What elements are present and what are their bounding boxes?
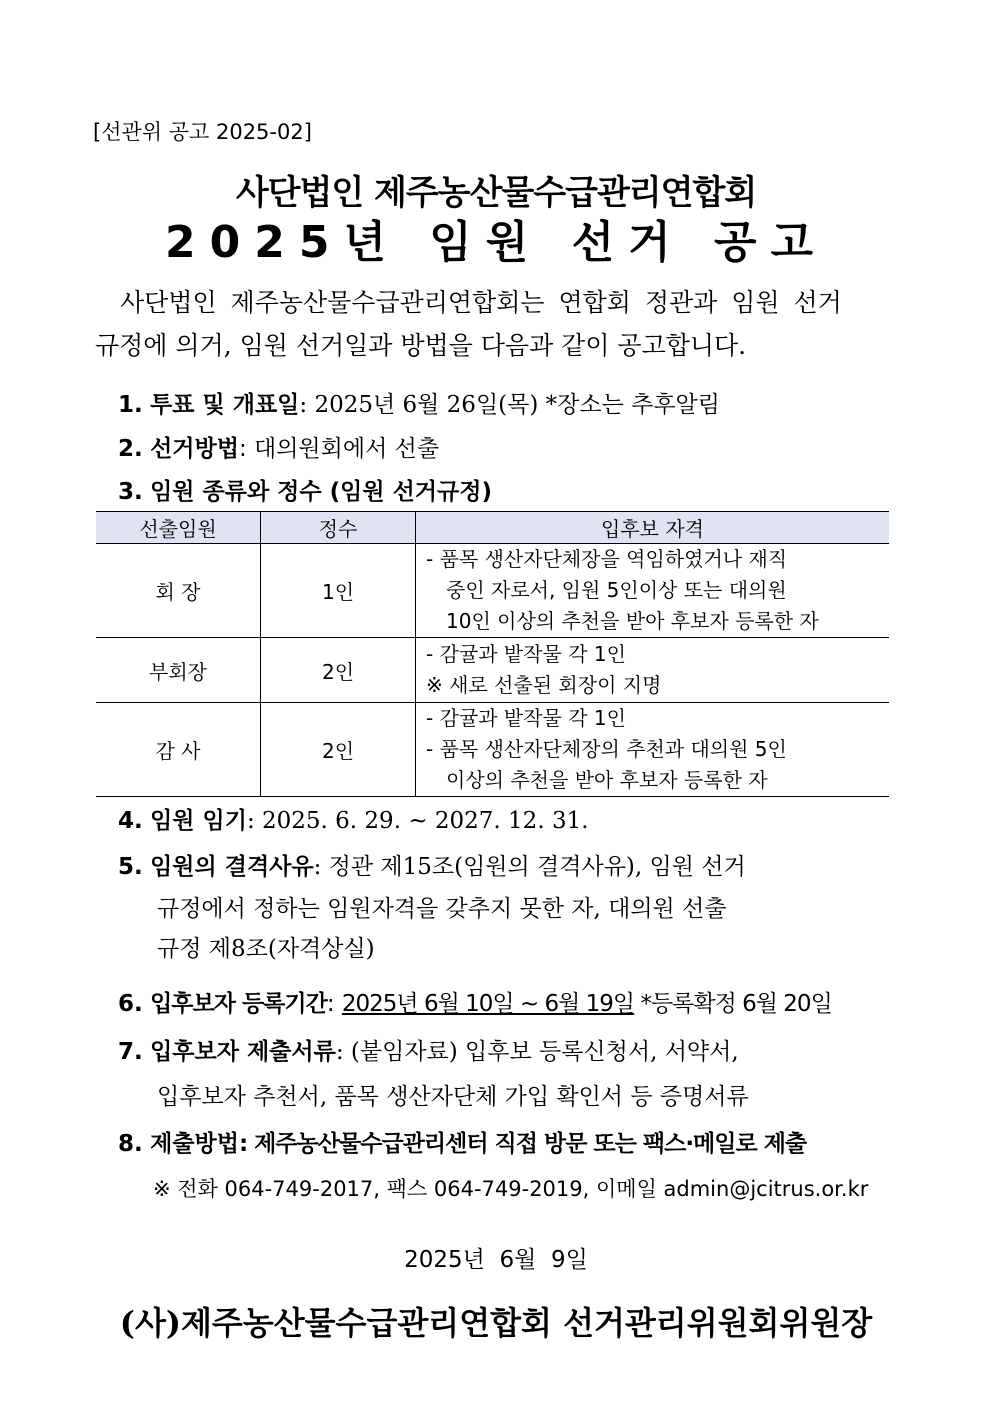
table-header: 선출임원: [96, 512, 261, 544]
item-label: 임원 임기: [150, 808, 247, 834]
intro-line-2: 규정에 의거, 임원 선거일과 방법을 다음과 같이 공고합니다.: [95, 331, 747, 360]
item-text: : 대의원회에서 선출: [238, 436, 440, 462]
qualification-line: - 품목 생산자단체장을 역임하였거나 재직: [426, 547, 788, 571]
item-number: 4.: [118, 808, 143, 834]
item-text: : 정관 제15조(임원의 결격사유), 임원 선거: [313, 854, 746, 880]
table-header: 입후보 자격: [416, 512, 890, 544]
table-row: [96, 638, 889, 703]
registration-confirm: *등록확정 6월 20일: [634, 991, 832, 1017]
count-cell: 2인: [261, 703, 416, 797]
role-cell: 부회장: [96, 638, 261, 703]
item-label: 제출방법: [150, 1131, 239, 1157]
qualification-line: - 품목 생산자단체장의 추천과 대의원 5인: [426, 737, 787, 761]
item-voting-date: [118, 386, 720, 419]
item-election-method: [118, 430, 439, 463]
qualification-cell: [416, 638, 890, 703]
item-label: 임원의 결격사유: [150, 854, 314, 880]
item-label: 투표 및 개표일: [150, 392, 300, 418]
qualification-cell: [416, 703, 890, 797]
intro-line-1: 사단법인 제주농산물수급관리연합회는 연합회 정관과 임원 선거: [120, 288, 842, 317]
item-text: : 2025년 6월 26일(목) *장소는 추후알림: [299, 392, 720, 418]
item-label: 입후보자 제출서류: [150, 1039, 336, 1065]
table-header: 정수: [261, 512, 416, 544]
table-row: [96, 703, 889, 797]
count-cell: 1인: [261, 544, 416, 638]
item-label: 입후보자 등록기간: [150, 991, 327, 1017]
qualification-line: 중인 자로서, 임원 5인이상 또는 대의원: [446, 578, 787, 602]
officer-table: [96, 511, 889, 797]
item-label: 선거방법: [150, 436, 239, 462]
item-text: : 제주농산물수급관리센터 직접 방문 또는 팩스·메일로 제출: [238, 1131, 807, 1157]
signer: (사)제주농산물수급관리연합회 선거관리위원회위원장: [119, 1304, 873, 1342]
item-text: : 2025. 6. 29. ~ 2027. 12. 31.: [246, 808, 589, 834]
role-cell: 회 장: [96, 544, 261, 638]
item-number: 7.: [118, 1039, 143, 1065]
item-number: 3.: [118, 479, 143, 505]
qualification-line: ※ 새로 선출된 회장이 지명: [426, 673, 662, 697]
contact-info: ※ 전화 064-749-2017, 팩스 064-749-2019, 이메일 admin@jcitrus.or.kr: [153, 1177, 869, 1201]
role-cell: 감 사: [96, 703, 261, 797]
item-registration-period: [118, 985, 832, 1018]
announcement-date: 2025년 6월 9일: [404, 1247, 588, 1273]
item-text: :: [326, 991, 342, 1017]
qualification-line: - 감귤과 밭작물 각 1인: [426, 706, 626, 730]
title-announcement: 2025년 임원 선거 공고: [165, 217, 827, 268]
notice-number: [선관위 공고 2025-02]: [93, 120, 312, 144]
item-officer-types: [118, 473, 492, 506]
item-continuation: 입후보자 추천서, 품목 생산자단체 가입 확인서 등 증명서류: [157, 1084, 749, 1110]
item-submission-method: [118, 1125, 806, 1158]
item-continuation: 규정 제8조(자격상실): [157, 936, 375, 962]
item-continuation: 규정에서 정하는 임원자격을 갖추지 못한 자, 대의원 선출: [157, 896, 727, 922]
item-number: 5.: [118, 854, 143, 880]
table-row: [96, 544, 889, 638]
item-number: 6.: [118, 991, 143, 1017]
title-organization: 사단법인 제주농산물수급관리연합회: [235, 173, 757, 213]
item-documents: [118, 1033, 739, 1066]
qualification-line: 이상의 추천을 받아 후보자 등록한 자: [446, 768, 768, 792]
item-number: 8.: [118, 1131, 143, 1157]
qualification-cell: [416, 544, 890, 638]
item-disqualification: [118, 848, 746, 881]
registration-dates: 2025년 6월 10일 ~ 6월 19일: [341, 991, 635, 1017]
qualification-line: - 감귤과 밭작물 각 1인: [426, 642, 626, 666]
item-text: : (붙임자료) 입후보 등록신청서, 서약서,: [335, 1039, 739, 1065]
item-number: 1.: [118, 392, 143, 418]
qualification-line: 10인 이상의 추천을 받아 후보자 등록한 자: [446, 609, 819, 633]
item-number: 2.: [118, 436, 143, 462]
item-term: [118, 802, 589, 835]
item-label: 임원 종류와 정수 (임원 선거규정): [150, 479, 492, 505]
count-cell: 2인: [261, 638, 416, 703]
